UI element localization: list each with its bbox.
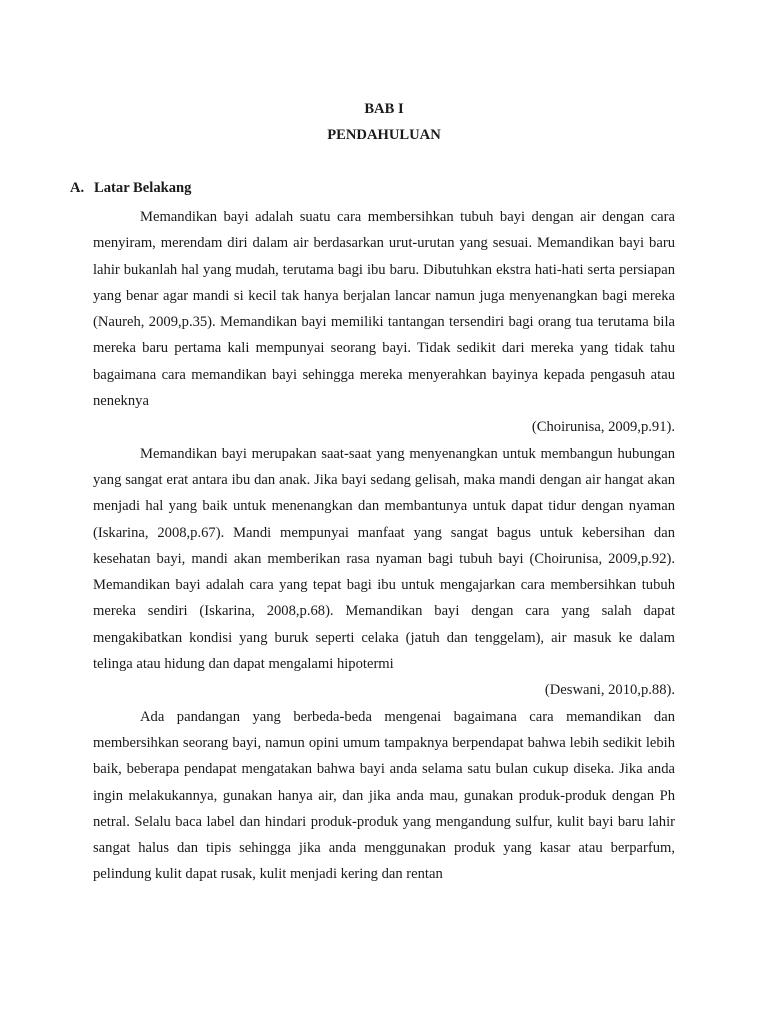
chapter-number: BAB I: [364, 101, 404, 117]
paragraph-2: Memandikan bayi merupakan saat-saat yang menyenangkan untuk membangun hubungan yang sangat erat antara ibu dan anak. Jika bayi sedang gelisah, maka mandi dengan air hangat akan menjadi hal yang baik untuk menenangkan dan membantunya untuk dapat tidur dengan nyaman (Iskarina, 2008,p.67). Mandi mempunyai manfaat yang sangat bagus untuk kebersihan dan kesehatan bayi, mandi akan memberikan rasa nyaman bagi tubuh bayi (Choirunisa, 2009,p.92). Memandikan bayi adalah cara yang tepat bagi ibu untuk mengajarkan cara membersihkan tubuh mereka sendiri (Iskarina, 2008,p.68). Memandikan bayi dengan cara yang salah dapat mengakibatkan kondisi yang buruk seperti celaka (jatuh dan tenggelam), air masuk ke dalam telinga atau hidung dan dapat mengalami hipotermi: [93, 445, 675, 673]
citation-2: (Deswani, 2010,p.88).: [544, 682, 675, 699]
citation-1: (Choirunisa, 2009,p.91).: [531, 419, 675, 436]
section-title: Latar Belakang: [94, 180, 192, 196]
section-heading: [70, 179, 191, 197]
paragraph-1: Memandikan bayi adalah suatu cara membersihkan tubuh bayi dengan air dengan cara menyiram, merendam diri dalam air berdasarkan urut-urutan yang sesuai. Memandikan bayi baru lahir bukanlah hal yang mudah, terutama bagi ibu baru. Dibutuhkan ekstra hati-hati serta persiapan yang benar agar mandi si kecil tak hanya berjalan lancar namun juga menyenangkan bagi mereka (Naureh, 2009,p.35). Memandikan bayi memiliki tantangan tersendiri bagi orang tua terutama bila mereka baru pertama kali mempunyai seorang bayi. Tidak sedikit dari mereka yang tidak tahu bagaimana cara memandikan bayi sehingga mereka menyerahkan bayinya kepada pengasuh atau neneknya: [93, 209, 675, 410]
paragraph-3: Ada pandangan yang berbeda-beda mengenai bagaimana cara memandikan dan membersihkan seorang bayi, namun opini umum tampaknya berpendapat bahwa lebih sedikit lebih baik, beberapa pendapat mengatakan bahwa bayi anda selama satu bulan cukup diseka. Jika anda ingin melakukannya, gunakan hanya air, dan jika anda mau, gunakan produk-produk dengan Ph netral. Selalu baca label dan hindari produk-produk yang mengandung sulfur, kulit bayi baru lahir sangat halus dan tipis sehingga jika anda menggunakan produk yang kasar atau berparfum, pelindung kulit dapat rusak, kulit menjadi kering dan rentan: [93, 708, 675, 883]
body-text: [93, 204, 675, 888]
chapter-title: PENDAHULUAN: [327, 127, 441, 143]
section-letter: A.: [70, 180, 85, 196]
